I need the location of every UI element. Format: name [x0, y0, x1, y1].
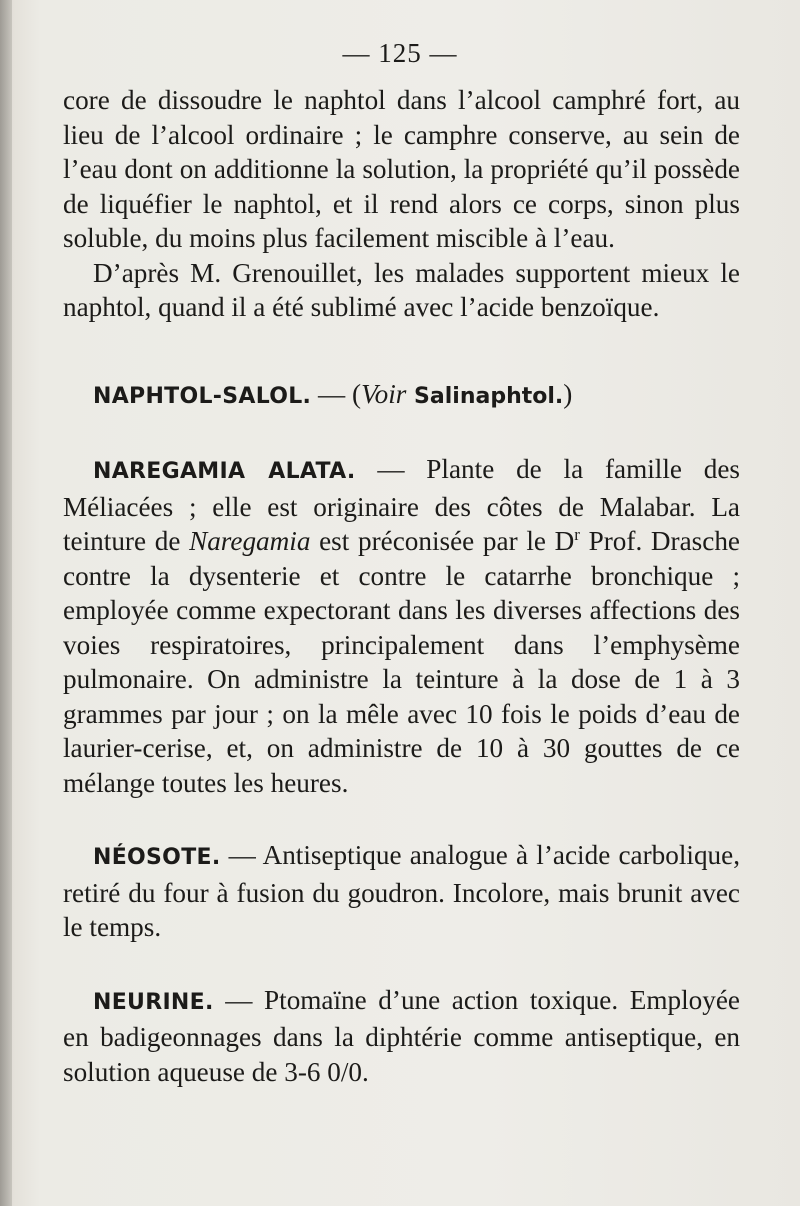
- cross-reference: Salinaphtol.: [406, 383, 564, 409]
- entry-text: — Ptomaïne d’une action toxique. Employée en badigeonnages dans la diphtérie comme antiseptique, en solution aqueuse de 3-6 0/0.: [63, 984, 740, 1087]
- close-paren: ): [563, 378, 573, 409]
- entry-text: — Plante de la famille des Méliacées ; elle est originaire des côtes de Malabar. La teinture de: [63, 454, 740, 556]
- entry-text: Prof. Drasche contre la dysenterie et contre le catarrhe bronchique ; employée comme expectorant dans les diverses affections des voies respiratoires, principalement dans l’emphysème pulmonaire. On administre la teinture à la dose de 1 à 3 grammes par jour ; on la mêle avec 10 fois le poids d’eau de laurier-cerise, et, on administre de 10 à 30 gouttes de ce mélange toutes les heures.: [63, 526, 740, 798]
- voir-label: Voir: [361, 378, 407, 409]
- entry-neurine: [63, 983, 740, 1090]
- entry-text: est préconisée par le D: [310, 526, 575, 556]
- entry-title: NAREGAMIA ALATA.: [93, 459, 356, 484]
- entry-text: — Antiseptique analogue à l’acide carbolique, retiré du four à fusion du goudron. Incolore, mais brunit avec le temps.: [63, 840, 740, 942]
- page-spine-shadow: [0, 0, 12, 1206]
- grenouillet-paragraph: D’après M. Grenouillet, les malades supportent mieux le naphtol, quand il a été sublimé avec l’acide benzoïque.: [63, 257, 740, 322]
- entry-naregamia: [63, 452, 740, 800]
- continuation-paragraph: core de dissoudre le naphtol dans l’alcool camphré fort, au lieu de l’alcool ordinaire ; le camphre conserve, au sein de l’eau dont on additionne la solution, la propriété qu’il possède de liquéfier le naphtol, et il rend alors ce corps, sinon plus soluble, du moins plus facilement miscible à l’eau.: [63, 85, 740, 253]
- entry-dash: — (: [311, 378, 362, 409]
- entry-title: NÉOSOTE.: [93, 845, 221, 870]
- entry-naphtol-salol: [63, 377, 740, 415]
- entry-title: NEURINE.: [93, 989, 214, 1015]
- superscript: r: [574, 524, 580, 544]
- entry-neosote: [63, 838, 740, 945]
- italic-term: Naregamia: [189, 526, 311, 556]
- entry-title: NAPHTOL-SALOL.: [93, 383, 312, 409]
- page-number: — 125 —: [342, 38, 458, 68]
- page-body: [63, 83, 740, 1089]
